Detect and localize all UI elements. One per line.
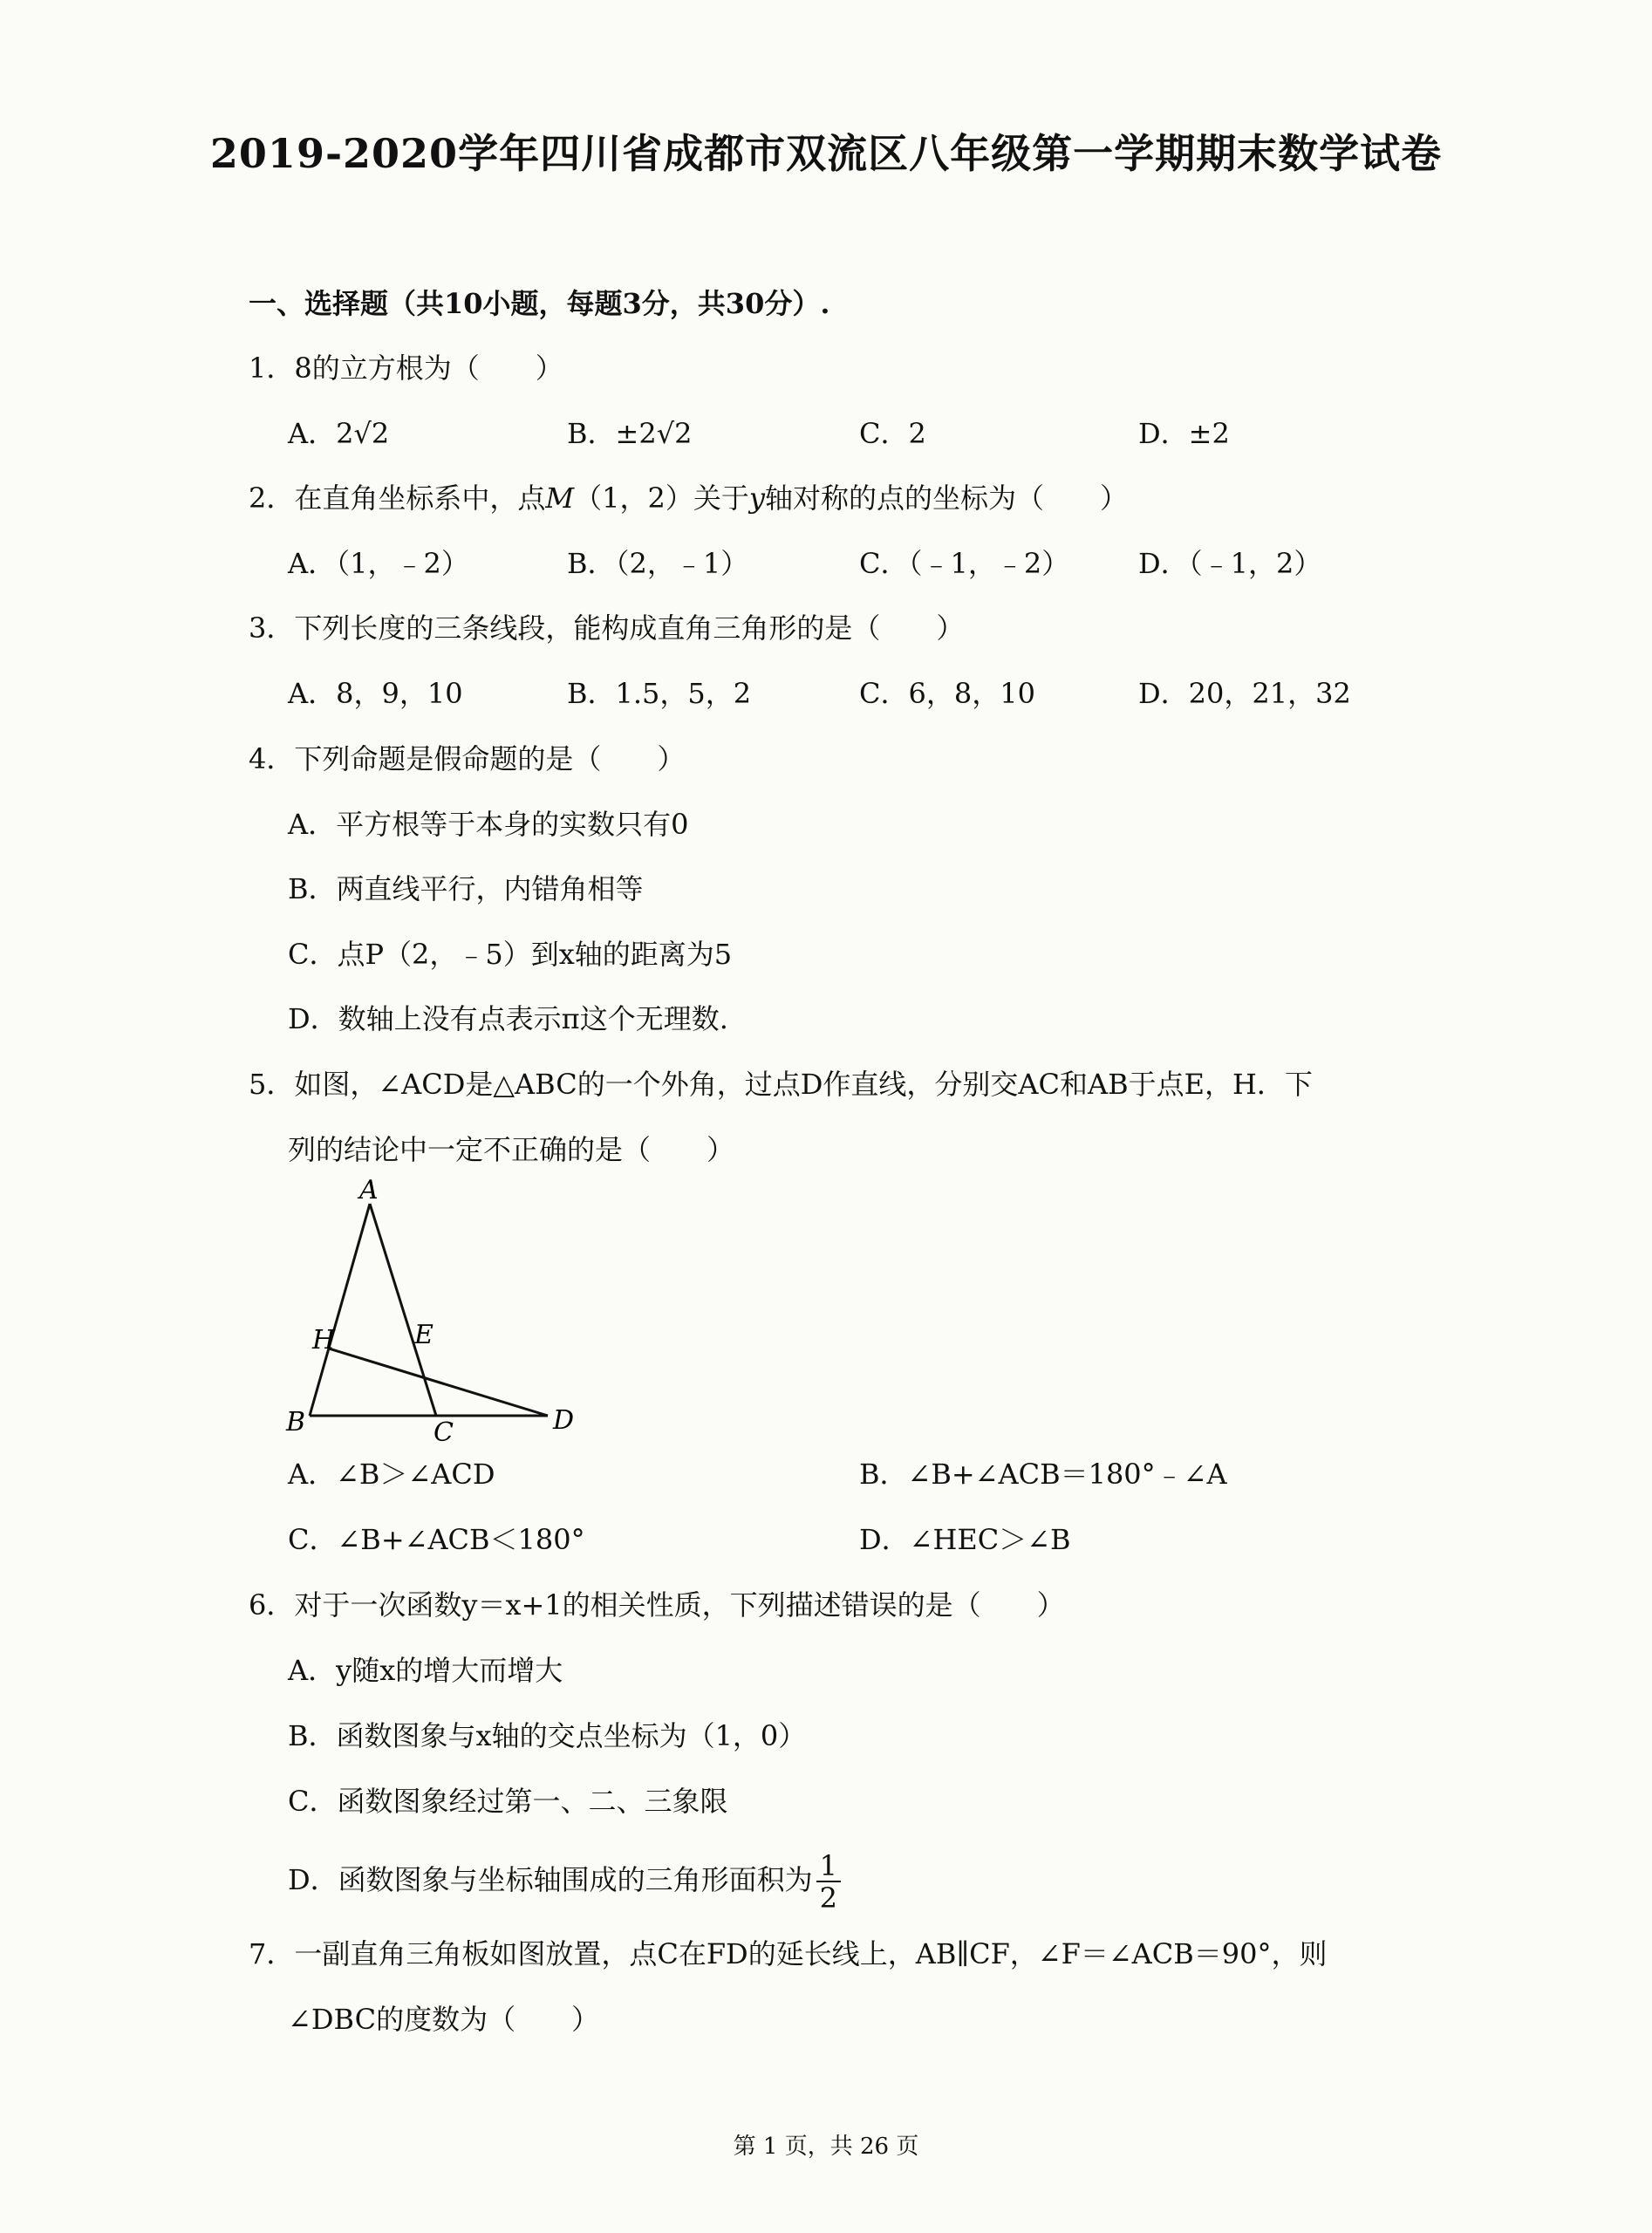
question-2-option-a: A．（1，﹣2） — [288, 547, 469, 580]
question-4-option-d: D．数轴上没有点表示π这个无理数. — [288, 1002, 728, 1035]
question-1-option-c: C．2 — [859, 417, 926, 450]
question-1-stem: 1．8的立方根为（ ） — [249, 352, 563, 385]
question-6-option-b: B．函数图象与x轴的交点坐标为（1，0） — [288, 1719, 807, 1752]
question-6-stem: 6．对于一次函数y＝x+1的相关性质，下列描述错误的是（ ） — [249, 1588, 1065, 1622]
segment-ac — [370, 1204, 436, 1416]
question-2-option-b: B．（2，﹣1） — [567, 547, 749, 580]
label-b: B — [286, 1407, 306, 1437]
question-5-option-d: D．∠HEC＞∠B — [859, 1523, 1071, 1556]
question-2-stem: 2．在直角坐标系中，点M（1，2）关于y轴对称的点的坐标为（ ） — [249, 481, 1128, 515]
question-1-option-a: A．2√2 — [288, 417, 390, 450]
question-5-stem-line1: 5．如图，∠ACD是△ABC的一个外角，过点D作直线，分别交AC和AB于点E，H．下 — [249, 1068, 1313, 1101]
question-6-option-a: A．y随x的增大而增大 — [288, 1654, 563, 1687]
question-6-option-d: D．函数图象与坐标轴围成的三角形面积为 $\frac{1}{2}$ — [288, 1845, 841, 1915]
question-3-option-b: B．1.5，5，2 — [567, 677, 752, 710]
question-3-option-d: D．20，21，32 — [1138, 677, 1351, 710]
triangle-figure — [279, 1178, 593, 1448]
question-5-option-c: C．∠B+∠ACB＜180° — [288, 1523, 585, 1556]
fraction-one-half: $\frac{1}{2}$ — [816, 1851, 841, 1914]
question-1-option-d: D．±2 — [1138, 417, 1230, 450]
segment-ab — [310, 1204, 370, 1416]
label-a: A — [359, 1178, 379, 1205]
question-7-stem-line1: 7．一副直角三角板如图放置，点C在FD的延长线上，AB∥CF，∠F＝∠ACB＝90°，则 — [249, 1937, 1328, 1970]
question-4-stem: 4．下列命题是假命题的是（ ） — [249, 742, 686, 775]
question-5-option-a: A．∠B＞∠ACD — [288, 1458, 495, 1491]
label-d: D — [553, 1405, 575, 1436]
question-2-option-d: D．（﹣1，2） — [1138, 547, 1322, 580]
segment-hd — [329, 1349, 548, 1416]
question-5-stem-line2: 列的结论中一定不正确的是（ ） — [288, 1133, 735, 1166]
label-h: H — [312, 1325, 336, 1356]
label-c: C — [433, 1417, 454, 1448]
question-7-stem-line2: ∠DBC的度数为（ ） — [288, 2003, 600, 2036]
question-1-option-b: B．±2√2 — [567, 417, 693, 450]
question-6-option-c: C．函数图象经过第一、二、三象限 — [288, 1785, 728, 1818]
question-5-option-b: B．∠B+∠ACB＝180°﹣∠A — [859, 1458, 1227, 1491]
question-4-option-b: B．两直线平行，内错角相等 — [288, 872, 644, 905]
question-3-option-c: C．6，8，10 — [859, 677, 1035, 710]
label-e: E — [414, 1320, 433, 1350]
section-heading: 一、选择题（共10小题，每题3分，共30分）. — [249, 287, 830, 320]
question-2-option-c: C．（﹣1，﹣2） — [859, 547, 1070, 580]
question-4-option-c: C．点P（2，﹣5）到x轴的距离为5 — [288, 938, 733, 971]
question-4-option-a: A．平方根等于本身的实数只有0 — [288, 808, 689, 841]
page-footer: 第 1 页，共 26 页 — [733, 2134, 919, 2160]
page-title: 2019-2020学年四川省成都市双流区八年级第一学期期末数学试卷 — [209, 130, 1443, 177]
question-3-stem: 3．下列长度的三条线段，能构成直角三角形的是（ ） — [249, 611, 965, 645]
question-3-option-a: A．8，9，10 — [288, 677, 463, 710]
